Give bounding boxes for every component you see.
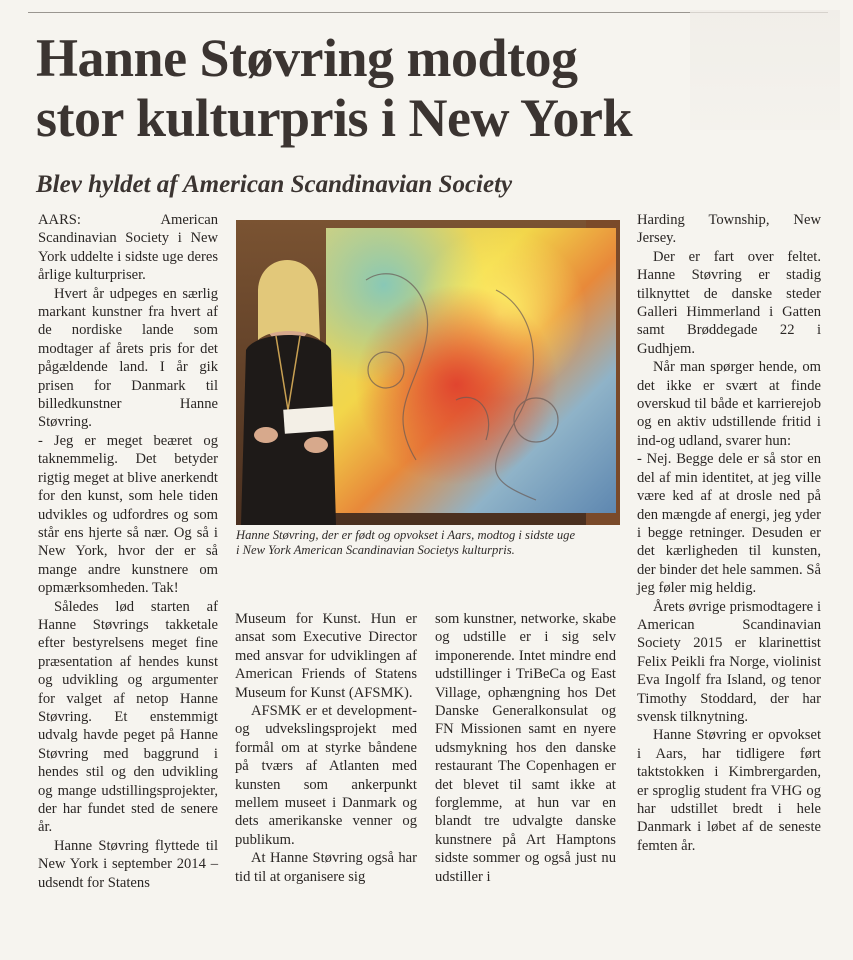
paragraph: Når man spørger hende, om det ikke er svært at finde overskud til både et karrierejob og en aktiv udstillende fritid i ind-og udland, svarer hun:	[637, 359, 821, 449]
article-column-2	[235, 610, 417, 886]
subheadline: Blev hyldet af American Scandinavian Society	[36, 171, 513, 198]
paragraph: Museum for Kunst. Hun er ansat som Executive Director med ansvar for udviklingen af American Friends of Statens Museum for Kunst (AFSMK).	[235, 611, 417, 701]
paragraph: Harding Township, New Jersey.	[637, 212, 821, 247]
article-column-1	[38, 211, 218, 892]
paragraph: At Hanne Støvring også har tid til at organisere sig	[235, 850, 417, 885]
paragraph: - Nej. Begge dele er så stor en del af min identitet, at jeg ville være ked af at drosle ned på den mængde af energi, jeg yder i begge retninger. Desuden er det kærligheden til kunsten, der binder det hele sammen. Så jeg føler mig heldig.	[637, 451, 821, 597]
paragraph: Der er fart over feltet. Hanne Støvring er stadig tilknyttet de danske steder Galleri Himmerland i Gatten samt Brøddegade 22 i Gudhjem.	[637, 248, 821, 357]
article-column-3	[435, 610, 616, 886]
photo-caption	[236, 528, 626, 558]
article-photo	[236, 220, 620, 525]
paragraph: Hvert år udpeges en særlig markant kunstner fra hvert af de nordiske lande som modtager af årets pris for det pågældende land. I år gik prisen for Danmark til billedkunstner Hanne Støvring.	[38, 285, 218, 431]
headline-line-2: stor kulturpris i New York	[36, 88, 633, 148]
paragraph: som kunstner, networke, skabe og udstille er i sig selv imponerende. Intet mindre end udstillinger i TriBeCa og East Village, ophængning hos Det Danske Generalkonsulat og FN Missionen samt en nyere udsmykning hos den danske restaurant The Copenhagen er det blevet til samt ikke at forglemme, at hun var en blandt tre udvalgte danske kunstnere på Art Hamptons sidste sommer og også just nu udstiller i	[435, 611, 616, 885]
caption-line: Hanne Støvring, der er født og opvokset i Aars, modtog i sidste uge	[236, 528, 576, 542]
paragraph: Årets øvrige prismodtagere i American Scandinavian Society 2015 er klarinettist Felix Peikli fra Norge, violinist Eva Ingolf fra Island, og tenor Timothy Stoddard, der har svensk tilknytning.	[637, 598, 821, 725]
photo-illustration	[236, 220, 620, 525]
paragraph: Hanne Støvring flyttede til New York i september 2014 – udsendt for Statens	[38, 837, 218, 891]
paragraph: Hanne Støvring er opvokset i Aars, har tidligere ført taktstokken i Kimbrergarden, er sproglig student fra VHG og har udstillet bredt i hele Danmark i løbet af de seneste femten år.	[637, 727, 821, 854]
article-column-4	[637, 211, 821, 855]
paragraph: AARS: American Scandinavian Society i New York uddelte i sidste uge deres årlige kulturpriser.	[38, 212, 218, 284]
paragraph: Således lød starten af Hanne Støvrings takketale efter bestyrelsens meget fine præsentation af hendes kunst og udvikling og argumenter for valget af netop Hanne Støvring. Et enstemmigt udvalg havde peget på Hanne Støvring med baggrund i hendes stil og den udvikling og mange udstillingsprojekter, der har fundet sted de senere år.	[38, 598, 218, 836]
paragraph: - Jeg er meget beæret og taknemmelig. Det betyder rigtig meget at blive anerkendt for den kunst, som hele tiden udvikles og udfordres og som står ens hjerte så nær. Og så i New York, hvor der er så mange andre kunstnere om opmærksomheden. Tak!	[38, 432, 218, 597]
paragraph: AFSMK er et development- og udvekslingsprojekt med formål om at styrke båndene på tværs af Atlanten med kunsten som ankerpunkt mellem museet i Danmark og dets amerikanske venner og publikum.	[235, 703, 417, 848]
headline-line-1: Hanne Støvring modtog	[36, 28, 578, 88]
caption-line: i New York American Scandinavian Societys kulturpris.	[236, 543, 515, 557]
headline	[36, 28, 826, 148]
